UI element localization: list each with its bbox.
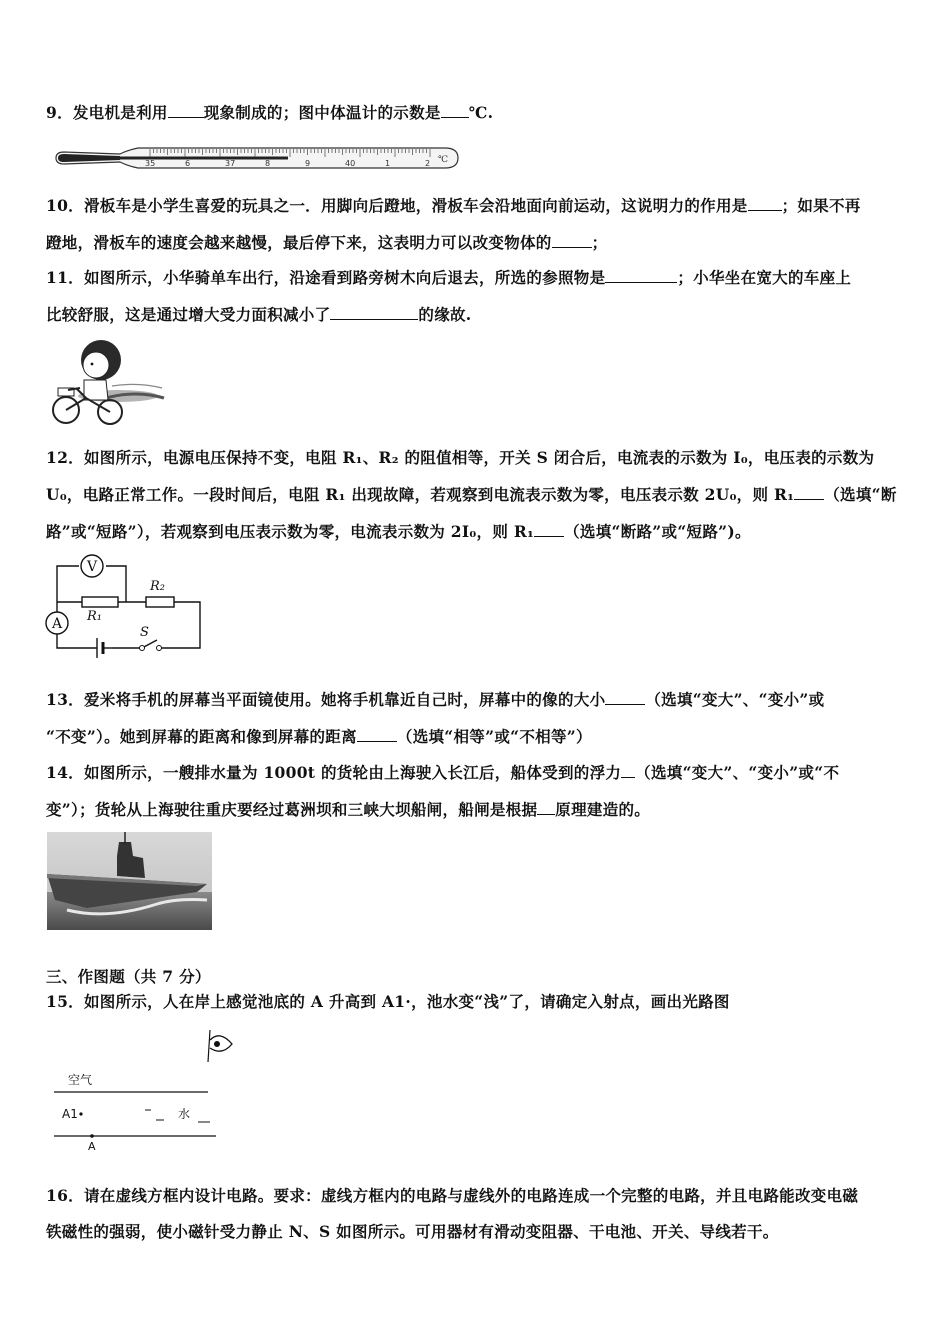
cycling-girl-figure [46, 338, 166, 430]
answer-blank[interactable] [441, 103, 469, 118]
question-15: 15．如图所示，人在岸上感觉池底的 A 升高到 A1·，池水变“浅”了，请确定入射点，画出光路图 [46, 992, 730, 1011]
thermometer-tick-label: 2 [425, 159, 431, 168]
question-11-line-1: 11．如图所示，小华骑单车出行，沿途看到路旁树木向后退去，所选的参照物是 ；小华坐在宽大的车座上 [46, 268, 852, 287]
answer-blank[interactable] [168, 103, 204, 118]
question-11-line-2: 比较舒服，这是通过增大受力面积减小了 的缘故. [46, 305, 472, 324]
question-13-line-1: 13．爱米将手机的屏幕当平面镜使用。她将手机靠近自己时，屏幕中的像的大小 （选填“变大”、“变小”或 [46, 690, 825, 709]
thermometer-tick-label: 40 [345, 159, 356, 168]
answer-blank[interactable] [794, 485, 824, 500]
answer-blank[interactable] [605, 690, 645, 705]
question-12-line-2: U₀，电路正常工作。一段时间后，电阻 R₁ 出现故障，若观察到电流表示数为零，电压表示数 2U₀，则 R₁ （选填“断 [46, 485, 897, 504]
question-10-line-2: 蹬地，滑板车的速度会越来越慢，最后停下来，这表明力可以改变物体的 ； [46, 233, 608, 252]
answer-blank[interactable] [605, 268, 677, 283]
thermometer-figure [50, 142, 460, 174]
answer-blank[interactable] [537, 800, 555, 815]
water-label: 水 [178, 1107, 191, 1121]
question-10-line-1: 10．滑板车是小学生喜爱的玩具之一．用脚向后蹬地，滑板车会沿地面向前运动，这说明力的作用是 ；如果不再 [46, 196, 861, 215]
eye-icon [208, 1030, 232, 1062]
thermometer-tick-label: 9 [305, 159, 311, 168]
question-16-line-1: 16．请在虚线方框内设计电路。要求：虚线方框内的电路与虚线外的电路连成一个完整的电路，并且电路能改变电磁 [46, 1186, 859, 1205]
cargo-ship-photo [47, 832, 212, 930]
thermometer-tick-label: 35 [145, 159, 156, 168]
answer-blank[interactable] [330, 305, 418, 320]
a-label: A [88, 1140, 96, 1153]
answer-blank[interactable] [748, 196, 782, 211]
voltmeter-label: V [87, 559, 98, 575]
question-16-line-2: 铁磁性的强弱，使小磁针受力静止 N、S 如图所示。可用器材有滑动变阻器、干电池、开关、导线若干。 [46, 1222, 779, 1241]
thermometer-tick-label: 6 [185, 159, 191, 168]
question-9: 9．发电机是利用 现象制成的；图中体温计的示数是 ℃. [46, 103, 494, 122]
answer-blank[interactable] [357, 727, 397, 742]
thermometer-tick-label: 1 [385, 159, 391, 168]
refraction-figure [50, 1026, 250, 1154]
question-14-line-1: 14．如图所示，一艘排水量为 1000t 的货轮由上海驶入长江后，船体受到的浮力 （选填“变大”、“变小”或“不 [46, 763, 840, 782]
section-3-heading: 三、作图题（共 7 分） [46, 967, 211, 986]
circuit-figure [42, 552, 212, 664]
thermometer-unit: ℃ [438, 155, 449, 165]
question-13-line-2: “不变”）。她到屏幕的距离和像到屏幕的距离 （选填“相等”或“不相等”） [46, 727, 592, 746]
air-label: 空气 [68, 1073, 93, 1087]
switch-label: S [140, 625, 149, 640]
answer-blank[interactable] [552, 233, 592, 248]
a1-label: A1 [62, 1107, 78, 1121]
answer-blank[interactable] [621, 763, 635, 778]
question-14-line-2: 变”）；货轮从上海驶往重庆要经过葛洲坝和三峡大坝船闸，船闸是根据 原理建造的。 [46, 800, 651, 819]
thermometer-tick-label: 37 [225, 159, 236, 168]
question-12-line-3: 路”或“短路”），若观察到电压表示数为零，电流表示数为 2I₀，则 R₁ （选填“断路”或“短路”)。 [46, 522, 751, 541]
r2-label: R₂ [150, 579, 165, 594]
r1-label: R₁ [87, 609, 102, 624]
answer-blank[interactable] [534, 522, 564, 537]
ammeter-label: A [52, 616, 63, 632]
thermometer-tick-label: 8 [265, 159, 271, 168]
question-12-line-1: 12．如图所示，电源电压保持不变，电阻 R₁、R₂ 的阻值相等，开关 S 闭合后，电流表的示数为 I₀，电压表的示数为 [46, 448, 875, 467]
